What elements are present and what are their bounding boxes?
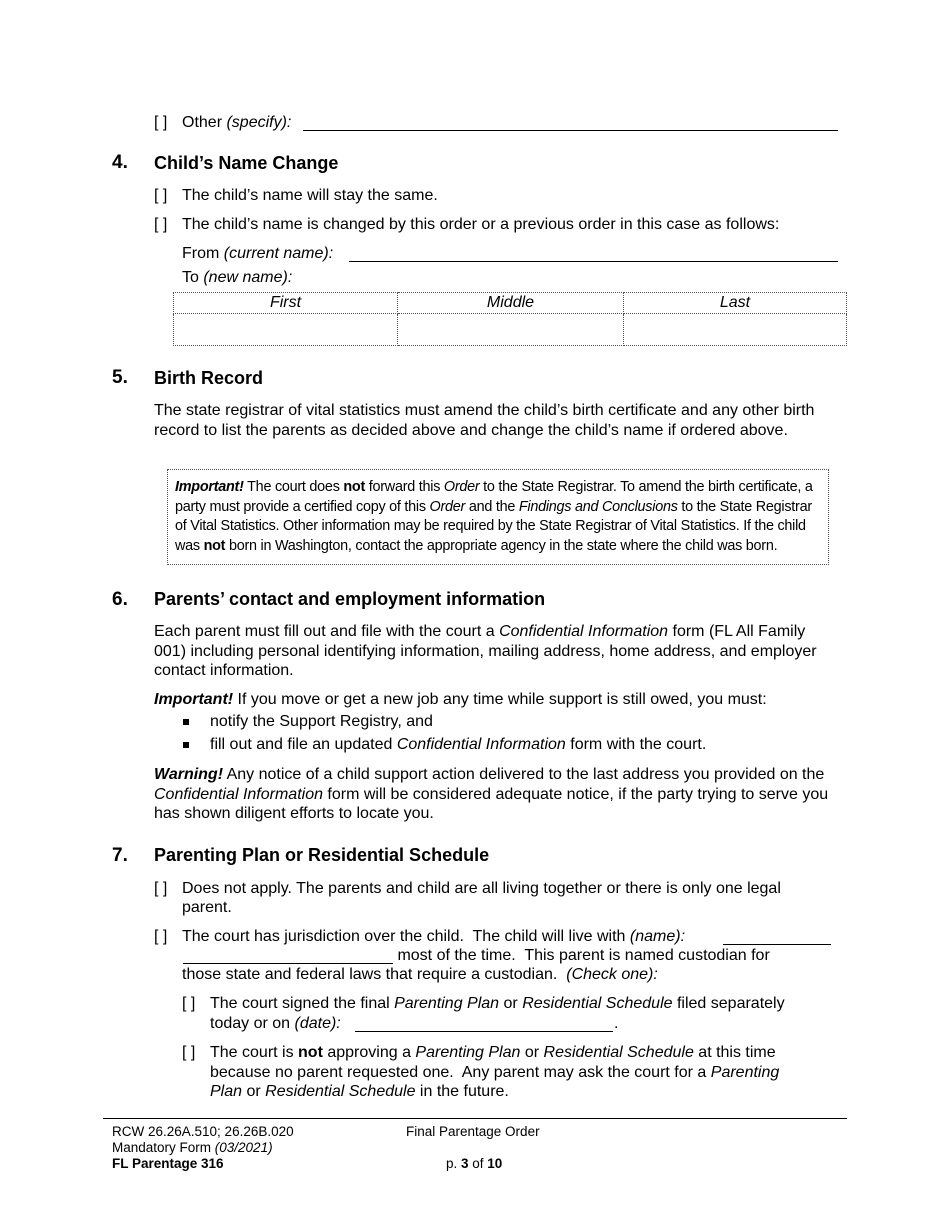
other-hint: (specify): (226, 114, 292, 131)
name-stay-checkbox[interactable]: [ ] (154, 187, 168, 204)
custodian-name-field-1[interactable] (723, 925, 831, 945)
contact-info-text: Each parent must fill out and file with the court a Confidential Information form (FL All Family 001) including personal identifying information, mailing address, home address, and employer contact information. (154, 623, 817, 679)
list-item: notify the Support Registry, and (154, 712, 706, 735)
name-change-checkbox[interactable]: [ ] (154, 216, 168, 233)
other-label: Other (182, 114, 227, 131)
from-label: From (182, 245, 224, 262)
list-item: fill out and file an updated Confidential Information form with the court. (154, 735, 706, 758)
first-name-cell[interactable] (174, 313, 398, 345)
section-5-title: Birth Record (154, 368, 264, 388)
signed-plan-checkbox[interactable]: [ ] (182, 995, 196, 1012)
last-name-cell[interactable] (624, 313, 847, 345)
signed-plan-line1: The court signed the final Parenting Plan or Residential Schedule filed separately (210, 995, 785, 1012)
to-label: To (182, 269, 204, 286)
important-move-text: Important! If you move or get a new job any time while support is still owed, you must: (154, 691, 767, 708)
other-checkbox[interactable]: [ ] (154, 114, 168, 131)
not-approving-checkbox[interactable]: [ ] (182, 1044, 196, 1061)
to-hint: (new name): (203, 269, 293, 286)
date-field[interactable] (355, 1012, 613, 1032)
footer-divider (103, 1118, 847, 1119)
important-note-box: Important! The court does not forward this Order to the State Registrar. To amend the birth certificate, a party must provide a certified copy of this Order and the Findings and Conclusions to the State Registrar of Vital Statistics. Other information may be required by the State Registrar of Vital Statistics. If the child was not born in Washington, contact the appropriate agency in the state where the child was born. (167, 469, 829, 565)
does-not-apply-line2: parent. (182, 899, 232, 916)
footer-title: Final Parentage Order (406, 1124, 540, 1139)
birth-record-text: The state registrar of vital statistics must amend the child’s birth certificate and any other birth record to list the parents as decided above and change the child’s name if ordered above. (154, 402, 815, 439)
section-4-title: Child’s Name Change (154, 153, 339, 173)
warning-text: Warning! Any notice of a child support action delivered to the last address you provided on the Confidential Information form will be considered adequate notice, if the party trying to serve you has shown diligent efforts to locate you. (154, 766, 829, 822)
column-first: First (174, 293, 398, 314)
footer-page-number: p. 3 of 10 (446, 1156, 503, 1171)
footer-rcw: RCW 26.26A.510; 26.26B.020 (112, 1124, 294, 1139)
footer-form-id: FL Parentage 316 (112, 1156, 224, 1171)
jurisdiction-line2: most of the time. This parent is named custodian for (393, 947, 770, 964)
current-name-field[interactable] (349, 242, 838, 262)
jurisdiction-line3: those state and federal laws that require a custodian. (Check one): (182, 966, 658, 983)
custodian-name-field-2[interactable] (183, 944, 393, 964)
column-middle: Middle (398, 293, 624, 314)
section-5-number: 5. (112, 367, 128, 388)
other-specify-field[interactable] (303, 111, 838, 131)
not-approving-line1: The court is not approving a Parenting Plan or Residential Schedule at this time (210, 1044, 776, 1061)
note-important-label: Important! (175, 479, 244, 495)
section-6-title: Parents’ contact and employment information (154, 589, 546, 609)
section-7-number: 7. (112, 845, 128, 866)
name-change-label: The child’s name is changed by this order or a previous order in this case as follows: (182, 216, 780, 233)
does-not-apply-checkbox[interactable]: [ ] (154, 880, 168, 897)
requirements-list (154, 712, 706, 758)
section-7-title: Parenting Plan or Residential Schedule (154, 845, 490, 865)
section-4-number: 4. (112, 152, 128, 173)
from-hint: (current name): (223, 245, 334, 262)
new-name-table (173, 292, 847, 346)
not-approving-line3: Plan or Residential Schedule in the future. (210, 1083, 509, 1100)
middle-name-cell[interactable] (398, 313, 624, 345)
name-stay-label: The child’s name will stay the same. (182, 187, 438, 204)
column-last: Last (624, 293, 847, 314)
section-6-number: 6. (112, 589, 128, 610)
footer-mandatory: Mandatory Form (03/2021) (112, 1140, 273, 1155)
signed-plan-line2: today or on (date): (210, 1015, 341, 1032)
not-approving-line2: because no parent requested one. Any parent may ask the court for a Parenting (210, 1064, 780, 1081)
date-period: . (614, 1015, 619, 1032)
does-not-apply-line1: Does not apply. The parents and child are all living together or there is only one legal (182, 880, 781, 897)
jurisdiction-line1: The court has jurisdiction over the child. The child will live with (name): (182, 928, 686, 945)
jurisdiction-checkbox[interactable]: [ ] (154, 928, 168, 945)
